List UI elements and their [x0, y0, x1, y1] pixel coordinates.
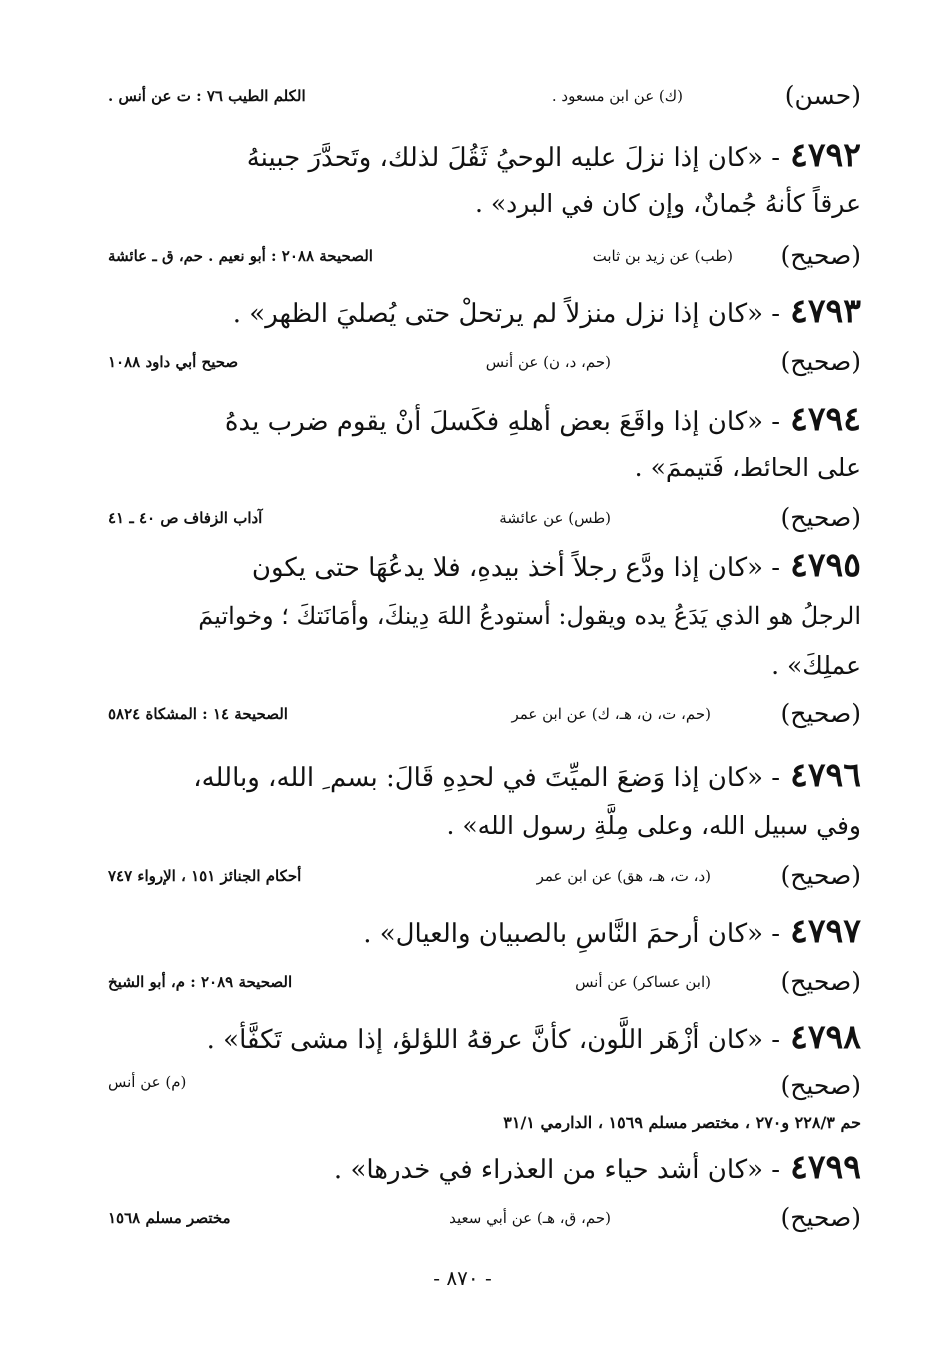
hadith-number: ٤٧٩٧	[790, 911, 861, 950]
hadith-text-continued: عملِكَ» .	[771, 651, 861, 680]
source-citation: (حم، ت، ن، هـ، ك) عن ابن عمر	[511, 705, 711, 723]
grade-label: (حسن)	[784, 81, 861, 110]
source-citation: (طب) عن زيد بن ثابت	[592, 247, 733, 265]
hadith-number: ٤٧٩٩	[790, 1147, 861, 1186]
source-citation: (د، ت، هـ، هق) عن ابن عمر	[536, 867, 711, 885]
hadith-text: - «كان إذا نزلَ عليه الوحيُ ثَقُلَ لذلك، وتَحدَّرَ جبينهُ	[246, 143, 781, 173]
grading-line	[108, 1198, 861, 1238]
grading-line	[108, 856, 861, 896]
grade-label: (صحيح)	[780, 1203, 861, 1232]
hadith-text-continued: وفي سبيل الله، وعلى مِلَّةِ رسول الله» .	[446, 811, 861, 840]
hadith-number: ٤٧٩٥	[790, 545, 861, 584]
hadith-4795	[108, 542, 861, 588]
reference-citation: الصحيحة ٢٠٨٩ : م، أبو الشيخ	[108, 973, 293, 991]
grading-line	[108, 76, 861, 116]
hadith-4799	[108, 1144, 861, 1190]
hadith-text-continued: الرجلُ هو الذي يَدَعُ يده ويقول: أستودعُ اللهَ دِينكَ، وأمَانَتكَ ؛ وخواتيمَ	[198, 602, 861, 630]
grading-line	[108, 694, 861, 734]
source-citation: (حم، د، ن) عن أنس	[485, 353, 611, 371]
hadith-text: - «كان إذا وَضعَ الميِّتَ في لحدِهِ قَالَ: بسم ِ الله، وبالله،	[193, 763, 781, 793]
hadith-4797	[108, 908, 861, 954]
source-citation: (حم، ق، هـ) عن أبي سعيد	[449, 1209, 611, 1227]
hadith-text: - «كان إذا واقَعَ بعض أهلهِ فكَسلَ أنْ يقوم ضرب يدهُ	[224, 407, 781, 437]
hadith-text: - «كان أشد حياء من العذراء في خدرها» .	[333, 1155, 781, 1185]
grading-line	[108, 962, 861, 1002]
hadith-4792	[108, 132, 861, 178]
hadith-number: ٤٧٩٢	[790, 135, 861, 174]
hadith-4796	[108, 752, 861, 798]
hadith-text-continued: على الحائط، فَتيممَ» .	[634, 453, 861, 482]
grade-label: (صحيح)	[780, 347, 861, 376]
hadith-4798	[108, 1014, 861, 1060]
hadith-text: - «كان إذا نزل منزلاً لم يرتحلْ حتى يُصليَ الظهر» .	[232, 299, 781, 329]
hadith-4793	[108, 288, 861, 334]
grading-line	[108, 236, 861, 276]
hadith-number: ٤٧٩٨	[790, 1017, 861, 1056]
grade-label: (صحيح)	[780, 967, 861, 996]
hadith-4794	[108, 396, 861, 442]
grading-line	[108, 498, 861, 538]
grade-label: (صحيح)	[780, 241, 861, 270]
source-citation: (ك) عن ابن مسعود .	[551, 87, 683, 105]
grading-line	[108, 1066, 861, 1106]
hadith-text: - «كان إذا ودَّع رجلاً أخذ بيدهِ، فلا يدعُهَا حتى يكون	[251, 553, 781, 583]
reference-citation: الصحيحة ٢٠٨٨ : أبو نعيم . حم، ق ـ عائشة	[108, 247, 373, 265]
hadith-number: ٤٧٩٤	[790, 399, 861, 438]
grade-label: (صحيح)	[780, 1071, 861, 1100]
hadith-text: - «كان أزْهَر اللَّون، كأنَّ عرقهُ اللؤلؤ، إذا مشى تَكفَّأ» .	[206, 1025, 781, 1055]
reference-citation: مختصر مسلم ١٥٦٨	[108, 1209, 231, 1227]
grading-line	[108, 342, 861, 382]
source-citation: (م) عن أنس	[108, 1073, 187, 1091]
hadith-number: ٤٧٩٦	[790, 755, 861, 794]
grade-label: (صحيح)	[780, 861, 861, 890]
source-citation: (طس) عن عائشة	[499, 509, 611, 527]
reference-citation: الصحيحة ١٤ : المشكاة ٥٨٢٤	[108, 705, 288, 723]
hadith-number: ٤٧٩٣	[790, 291, 861, 330]
source-citation: (ابن عساكر) عن أنس	[575, 973, 711, 991]
hadith-text: - «كان أرحمَ النَّاسِ بالصبيان والعيال» .	[363, 919, 781, 949]
grade-label: (صحيح)	[780, 503, 861, 532]
reference-citation: حم ٢٢٨/٣ و٢٧٠ ، مختصر مسلم ١٥٦٩ ، الدارمي ٣١/١	[503, 1113, 861, 1132]
hadith-text-continued: عرقاً كأنهُ جُمانٌ، وإن كان في البرد» .	[474, 189, 861, 218]
reference-citation: صحيح أبي داود ١٠٨٨	[108, 353, 239, 371]
reference-citation: الكلم الطيب ٧٦ : ت عن أنس .	[108, 87, 306, 105]
reference-citation: آداب الزفاف ص ٤٠ ـ ٤١	[108, 509, 263, 527]
page-number: - ٨٧٠ -	[433, 1266, 492, 1290]
grade-label: (صحيح)	[780, 699, 861, 728]
reference-citation: أحكام الجنائز ١٥١ ، الإرواء ٧٤٧	[108, 867, 302, 885]
